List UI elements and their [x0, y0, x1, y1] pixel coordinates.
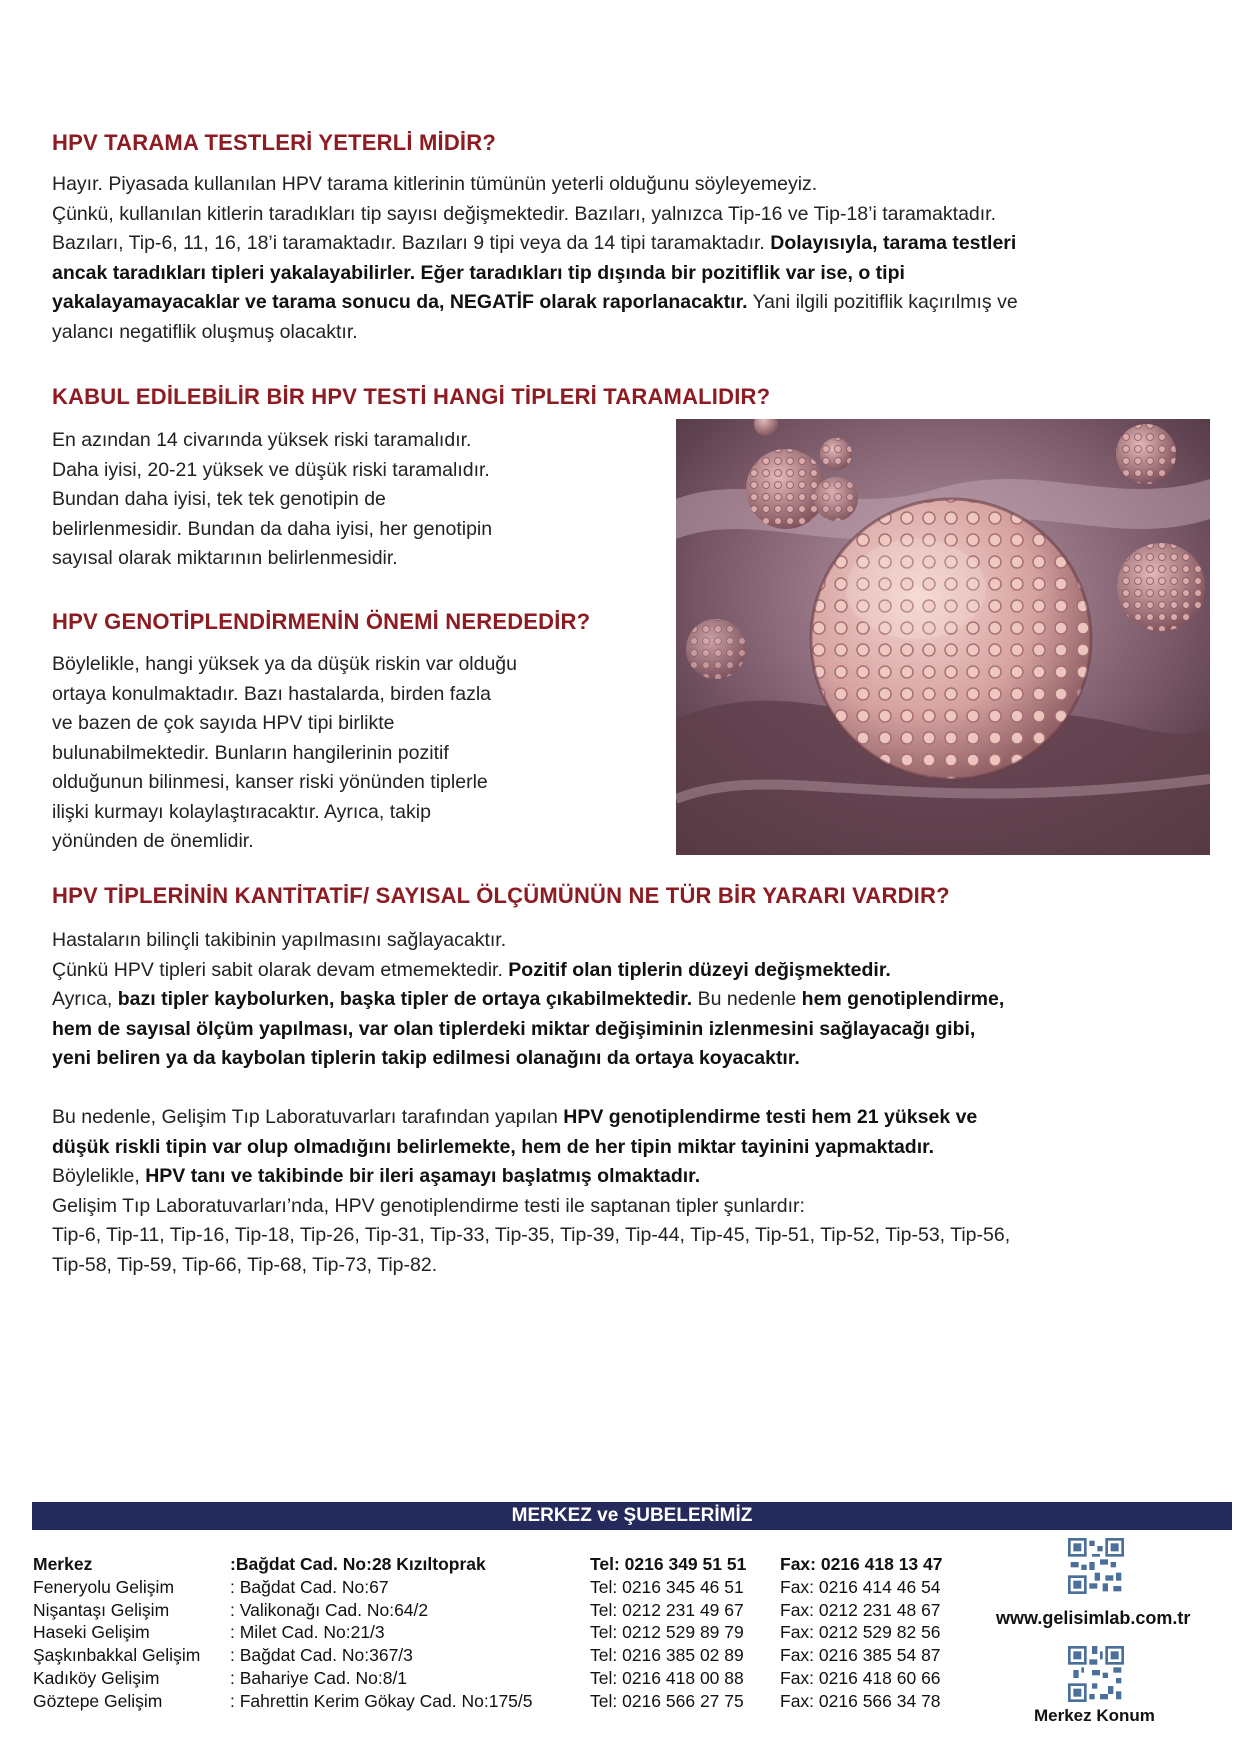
text-run: Çünkü, kullanılan kitlerin taradıkları tip sayısı değişmektedir. Bazıları, yalnızca Tip-16 ve Tip-18’i taramaktadır. — [52, 202, 997, 225]
text-line — [52, 229, 1202, 259]
branch-tel: Tel: 0216 345 46 51 — [590, 1576, 744, 1597]
branch-tel: Tel: 0216 349 51 51 — [590, 1554, 747, 1574]
text-run: Bu nedenle, Gelişim Tıp Laboratuvarları tarafından yapılan — [52, 1106, 564, 1128]
branch-phones — [590, 1553, 746, 1713]
branch-addr: : Milet Cad. No:21/3 — [230, 1622, 385, 1643]
section1-body — [52, 170, 1202, 347]
text-line — [52, 170, 1202, 200]
text-line — [52, 827, 652, 857]
text-line — [52, 200, 1202, 230]
branch-fax: Fax: 0216 566 34 78 — [780, 1690, 941, 1711]
text-line — [52, 956, 1212, 986]
branch-addr: : Bahariye Cad. No:8/1 — [230, 1667, 408, 1688]
text-run: Çünkü HPV tipleri sabit olarak devam etmemektedir. — [52, 958, 509, 981]
text-run: Gelişim Tıp Laboratuvarları’nda, HPV genotiplendirme testi ile saptanan tipler şunlardır: — [52, 1194, 805, 1217]
branch-addr: : Fahrettin Kerim Gökay Cad. No:175/5 — [230, 1690, 533, 1711]
qr-code-icon[interactable] — [1068, 1646, 1124, 1702]
text-line — [52, 259, 1202, 289]
bold-text-run: HPV genotiplendirme testi hem 21 yüksek ve — [563, 1106, 978, 1128]
section3-body — [52, 650, 652, 857]
branch-faxes — [780, 1553, 943, 1713]
text-line — [52, 1251, 1212, 1281]
branch-tel: Tel: 0216 385 02 89 — [590, 1645, 744, 1666]
hpv-virus-image — [676, 419, 1210, 855]
branches-title-bar: MERKEZ ve ŞUBELERİMİZ — [32, 1502, 1232, 1530]
text-run: olduğunun bilinmesi, kanser riski yönünden tiplerle — [52, 771, 488, 793]
text-line — [52, 739, 652, 769]
text-line — [52, 1103, 1212, 1133]
text-line — [52, 1162, 1212, 1192]
section4-heading: HPV TİPLERİNİN KANTİTATİF/ SAYISAL ÖLÇÜMÜNÜN NE TÜR BİR YARARI VARDIR? — [52, 883, 950, 908]
text-run: Yani ilgili pozitiflik kaçırılmış ve — [747, 291, 1018, 313]
text-line — [52, 485, 652, 515]
branch-name: Haseki Gelişim — [33, 1622, 150, 1643]
text-line — [52, 544, 652, 574]
branch-name: Feneryolu Gelişim — [33, 1576, 175, 1597]
text-line — [52, 1192, 1212, 1222]
branch-name: Şaşkınbakkal Gelişim — [33, 1645, 201, 1666]
branch-tel: Tel: 0212 529 89 79 — [590, 1622, 744, 1643]
text-run: Bazıları, Tip-6, 11, 16, 18’i taramaktadır. Bazıları 9 tipi veya da 14 tipi taramaktadır. — [52, 232, 771, 254]
branch-fax: Fax: 0212 231 48 67 — [780, 1599, 941, 1620]
branch-addr: : Valikonağı Cad. No:64/2 — [230, 1599, 429, 1620]
bold-text-run: Pozitif olan tiplerin düzeyi değişmektedir. — [508, 958, 891, 981]
text-line — [52, 1015, 1212, 1045]
text-run: ve bazen de çok sayıda HPV tipi birlikte — [52, 712, 395, 734]
branch-name: Nişantaşı Gelişim — [33, 1599, 170, 1620]
section1-heading: HPV TARAMA TESTLERİ YETERLİ MİDİR? — [52, 130, 496, 155]
branch-tel: Tel: 0216 418 00 88 — [590, 1667, 744, 1688]
branch-name: Göztepe Gelişim — [33, 1690, 163, 1711]
text-line — [52, 1044, 1212, 1074]
text-run: sayısal olarak miktarının belirlenmesidir. — [52, 547, 398, 569]
text-line — [52, 456, 652, 486]
text-run: Böylelikle, hangi yüksek ya da düşük riskin var olduğu — [52, 653, 518, 675]
text-line — [52, 318, 1202, 348]
section2-heading: KABUL EDİLEBİLİR BİR HPV TESTİ HANGİ TİPLERİ TARAMALIDIR? — [52, 384, 771, 409]
text-run: Bu nedenle — [692, 988, 802, 1010]
section3-heading: HPV GENOTİPLENDİRMENİN ÖNEMİ NEREDEDİR? — [52, 609, 591, 634]
text-run: Tip-58, Tip-59, Tip-66, Tip-68, Tip-73, Tip-82. — [52, 1253, 438, 1276]
text-run: yalancı negatiflik oluşmuş olacaktır. — [52, 320, 358, 343]
branch-tel: Tel: 0212 231 49 67 — [590, 1599, 744, 1620]
branch-name: Kadıköy Gelişim — [33, 1667, 160, 1688]
text-run: Böylelikle, — [52, 1165, 146, 1187]
text-line — [52, 985, 1212, 1015]
bold-text-run: yeni beliren ya da kaybolan tiplerin takip edilmesi olanağını da ortaya koyacaktır. — [52, 1047, 800, 1069]
text-line — [52, 426, 652, 456]
text-line — [52, 1221, 1212, 1251]
branch-names — [33, 1553, 200, 1713]
text-run: Hayır. Piyasada kullanılan HPV tarama kitlerinin tümünün yeterli olduğunu söyleyemeyiz. — [52, 173, 818, 195]
text-run: Daha iyisi, 20-21 yüksek ve düşük riski taramalıdır. — [52, 458, 490, 481]
branch-name: Merkez — [33, 1554, 93, 1574]
text-run: yönünden de önemlidir. — [52, 830, 254, 852]
text-line — [52, 768, 652, 798]
text-line — [52, 926, 1212, 956]
website-link[interactable]: www.gelisimlab.com.tr — [996, 1608, 1191, 1628]
text-line — [52, 515, 652, 545]
branch-addr: : Bağdat Cad. No:367/3 — [230, 1645, 413, 1666]
text-run: belirlenmesidir. Bundan da daha iyisi, her genotipin — [52, 517, 493, 540]
text-run: Hastaların bilinçli takibinin yapılmasını sağlayacaktır. — [52, 929, 507, 951]
section4-body — [52, 926, 1212, 1280]
text-run: ilişki kurmayı kolaylaştıracaktır. Ayrıca, takip — [52, 800, 431, 823]
text-line — [52, 709, 652, 739]
text-run: Tip-6, Tip-11, Tip-16, Tip-18, Tip-26, Tip-31, Tip-33, Tip-35, Tip-39, Tip-44, Tip-45, Tip-51, Tip-52, Tip-53, Tip-56, — [52, 1224, 1011, 1246]
branch-fax: Fax: 0216 385 54 87 — [780, 1645, 941, 1666]
bold-text-run: hem de sayısal ölçüm yapılması, var olan tiplerdeki miktar değişiminin izlenmesini sağlayacağı gibi, — [52, 1017, 976, 1040]
bold-text-run: Dolayısıyla, tarama testleri — [770, 232, 1017, 254]
branch-addr: :Bağdat Cad. No:28 Kızıltoprak — [230, 1554, 486, 1574]
text-line — [52, 288, 1202, 318]
bold-text-run: yakalayamayacaklar ve tarama sonucu da, NEGATİF olarak raporlanacaktır. — [52, 291, 748, 313]
text-line — [52, 1074, 1212, 1104]
text-run: bulunabilmektedir. Bunların hangilerinin pozitif — [52, 741, 449, 764]
text-run: Ayrıca, — [52, 988, 118, 1010]
text-run: Bundan daha iyisi, tek tek genotipin de — [52, 488, 386, 510]
branch-tel: Tel: 0216 566 27 75 — [590, 1690, 744, 1711]
branch-addresses — [230, 1553, 533, 1713]
branch-addr: : Bağdat Cad. No:67 — [230, 1576, 389, 1597]
text-run: En azından 14 civarında yüksek riski taramalıdır. — [52, 429, 472, 451]
bold-text-run: düşük riskli tipin var olup olmadığını belirlemekte, hem de her tipin miktar tayinini yapmaktadır. — [52, 1135, 935, 1158]
bold-text-run: HPV tanı ve takibinde bir ileri aşamayı başlatmış olmaktadır. — [145, 1165, 701, 1187]
bold-text-run: bazı tipler kaybolurken, başka tipler de ortaya çıkabilmektedir. — [117, 988, 693, 1010]
bold-text-run: ancak taradıkları tipleri yakalayabilirler. Eğer taradıkları tip dışında bir pozitiflik var ise, o tipi — [52, 261, 905, 284]
section2-body — [52, 426, 652, 574]
text-line — [52, 650, 652, 680]
branch-fax: Fax: 0212 529 82 56 — [780, 1622, 941, 1643]
bold-text-run: hem genotiplendirme, — [801, 988, 1005, 1010]
text-line — [52, 680, 652, 710]
text-line — [52, 1133, 1212, 1163]
branch-fax: Fax: 0216 418 60 66 — [780, 1667, 941, 1688]
text-line — [52, 798, 652, 828]
qr-code-icon[interactable] — [1068, 1538, 1124, 1594]
branch-fax: Fax: 0216 414 46 54 — [780, 1576, 941, 1597]
text-run: ortaya konulmaktadır. Bazı hastalarda, birden fazla — [52, 682, 491, 705]
branch-fax: Fax: 0216 418 13 47 — [780, 1554, 943, 1574]
qr-caption: Merkez Konum — [1034, 1706, 1155, 1725]
